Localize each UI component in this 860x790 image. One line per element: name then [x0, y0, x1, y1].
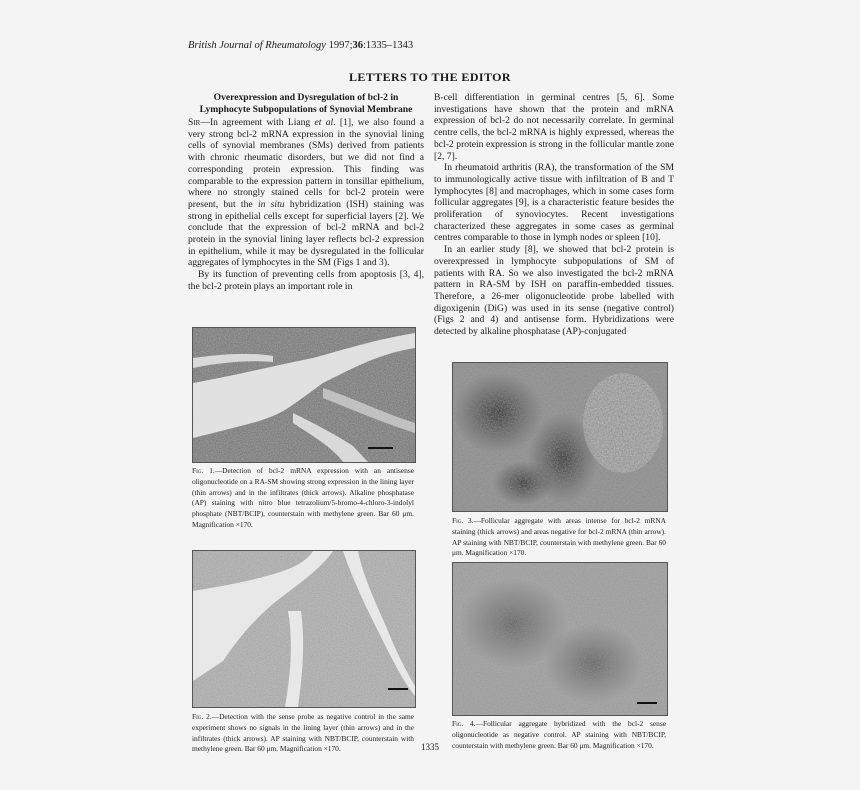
- journal-pages: :1335–1343: [363, 40, 414, 51]
- caption-text: —Follicular aggregate with areas intense for bcl-2 mRNA staining (thick arrows) and areas negative for bcl-2 mRNA (thin arrow). AP staining with NBT/BCIP, counterstain with methylene green. Bar 60 μm. Magnification ×170.: [452, 516, 666, 558]
- text-run-italic: in situ: [257, 198, 285, 210]
- figure-1-micrograph: [192, 327, 416, 463]
- text-run-italic: et al: [314, 117, 334, 128]
- article-title-line-1: Overexpression and Dysregulation of bcl-2 in: [213, 92, 399, 103]
- journal-name: British Journal of Rheumatology: [188, 40, 326, 51]
- figure-1-caption: [192, 466, 414, 531]
- figure-label: Fig. 1.: [192, 466, 215, 475]
- text-run: —In agreement with Liang: [200, 117, 315, 128]
- caption-text: —Detection of bcl-2 mRNA expression with an antisense oligonucleotide on a RA-SM showing strong expression in the lining layer (thin arrows) and in the infiltrates (thick arrows). Alkaline phosphatase (AP) staining with nitro blue tetrazolium/5-bromo-4-chloro-3-indolyl phosphate (NBT/BCIP), counterstain with methylene green. Bar 60 μm. Magnification ×170.: [192, 466, 415, 529]
- left-paragraph-2: By its function of preventing cells from apoptosis [3, 4], the bcl-2 protein plays an important role in: [188, 269, 424, 292]
- text-run: hybridization (ISH) staining was strong in epithelial cells except for superficial layers [2]. We conclude that the expression of bcl-2 mRNA and bcl-2 protein in the synovial lining layer reflects bcl-2 expression in epithelium, while it may be dysregulated in the follicular aggregates of lymphocytes in the SM (Figs 1 and 3).: [188, 198, 424, 269]
- journal-volume: 36: [352, 40, 363, 51]
- journal-year: 1997;: [325, 40, 353, 51]
- right-paragraph-1: B-cell differentiation in germinal centres [5, 6]. Some investigations have shown that the protein and mRNA expression of bcl-2 do not necessarily correlate. In germinal centre cells, the bcl-2 mRNA is highly expressed, whereas the bcl-2 protein expression is strong in the follicular mantle zone [2, 7].: [434, 92, 674, 162]
- caption-text: —Detection with the sense probe as negative control in the same experiment shows no signals in the lining layer (thin arrows) and in the infiltrates (thick arrows). AP staining with NBT/BCIP, counterstain with methylene green. Bar 60 μm. Magnification ×170.: [192, 712, 414, 754]
- left-column: [188, 92, 424, 293]
- figure-label: Fig. 4.: [452, 719, 476, 728]
- text-run: . [1], we also found a very strong bcl-2 mRNA expression in the synovial lining cells of synovial membranes (SMs) derived from patients with chronic rheumatic disorders, but we did not find a corresponding protein expression. This finding was comparable to the expression pattern in tonsillar epithelium, where no strongly stained cells for bcl-2 protein were present, but the: [188, 117, 424, 210]
- right-paragraph-2: In rheumatoid arthritis (RA), the transformation of the SM to immunologically active tissue with infiltration of B and T lymphocytes [8] and macrophages, which in some cases form follicular aggregates [9], is a characteristic feature besides the proliferation of synoviocytes. Recent investigations characterized these aggregates in some cases as germinal centres comparable to those in lymph nodes or spleen [10].: [434, 162, 674, 244]
- figure-4-micrograph: [452, 562, 668, 716]
- figure-3-caption: [452, 516, 666, 559]
- left-paragraph-1: [188, 117, 424, 269]
- article-title: [188, 92, 424, 115]
- figure-2-micrograph: [192, 550, 416, 708]
- caption-text: —Follicular aggregate hybridized with the bcl-2 sense oligonucleotide as negative control. AP staining with NBT/BCIP, counterstain with methylene green. Bar 60 μm. Magnification ×170.: [452, 719, 667, 750]
- right-column: [434, 92, 674, 338]
- section-title: LETTERS TO THE EDITOR: [349, 70, 511, 84]
- running-header: [188, 40, 413, 51]
- salutation: Sir: [188, 117, 201, 128]
- figure-label: Fig. 2.: [192, 712, 212, 721]
- right-paragraph-3: In an earlier study [8], we showed that bcl-2 protein is overexpressed in lymphocyte subpopulations of SM of patients with RA. So we also investigated the bcl-2 mRNA pattern in RA-SM by ISH on paraffin-embedded tissues. Therefore, a 26-mer oligonucleotide probe labelled with digoxigenin (DiG) was used in its sense (negative control) (Figs 2 and 4) and antisense form. Hybridizations were detected by alkaline phosphatase (AP)-conjugated: [434, 244, 674, 338]
- article-title-line-2: Lymphocyte Subpopulations of Synovial Membrane: [199, 103, 413, 115]
- figure-label: Fig. 3.: [452, 516, 474, 525]
- figure-3-micrograph: [452, 362, 668, 512]
- page-number: 1335: [421, 742, 439, 752]
- journal-page: [170, 20, 690, 780]
